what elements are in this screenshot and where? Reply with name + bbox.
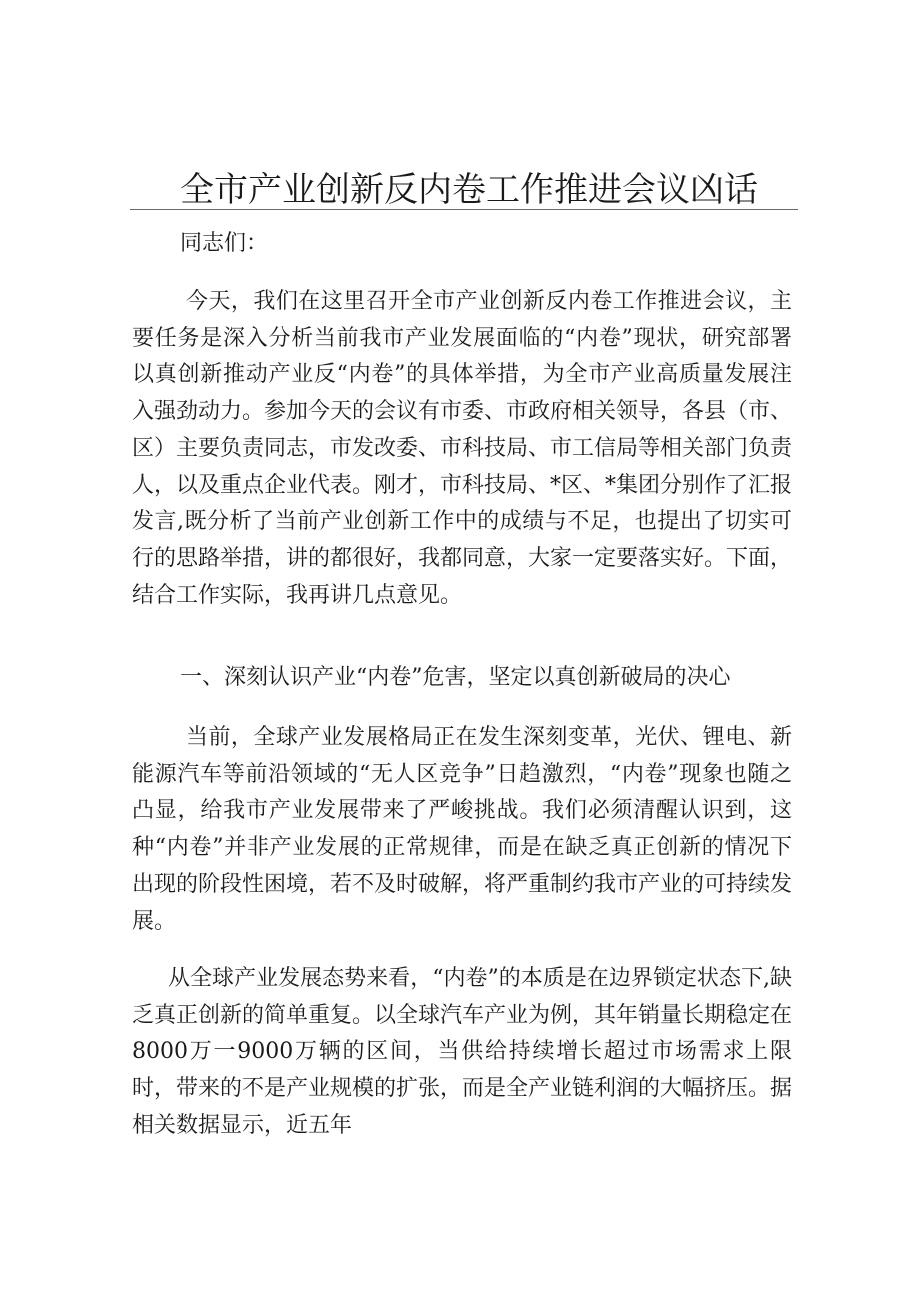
document-title: 全市产业创新反内卷工作推进会议凶话 [180, 170, 758, 210]
intro-paragraph: 今天，我们在这里召开全市产业创新反内卷工作推进会议，主要任务是深入分析当前我市产业发展面临的“内卷”现状，研究部署以真创新推动产业反“内卷”的具体举措，为全市产业高质量发展注入强劲动力。参加今天的会议有市委、市政府相关领导，各县（市、区）主要负责同志，市发改委、市科技局、市工信局等相关部门负责人，以及重点企业代表。刚才，市科技局、*区、*集团分别作了汇报发言,既分析了当前产业创新工作中的成绩与不足，也提出了切实可行的思路举措，讲的都很好，我都同意，大家一定要落实好。下面，结合工作实际，我再讲几点意见。 [132, 289, 793, 608]
section-paragraph-2: 从全球产业发展态势来看，“内卷”的本质是在边界锁定状态下,缺乏真正创新的简单重复。以全球汽车产业为例，其年销量长期稳定在8000万一9000万辆的区间，当供给持续增长超过市场需求上限时，带来的不是产业规模的扩张，而是全产业链利润的大幅挤压。据相关数据显示，近五年 [132, 966, 793, 1138]
section-paragraph-1: 当前，全球产业发展格局正在发生深刻变革，光伏、锂电、新能源汽车等前沿领域的“无人区竞争”日趋激烈，“内卷”现象也随之凸显，给我市产业发展带来了严峻挑战。我们必须清醒认识到，这种“内卷”并非产业发展的正常规律，而是在缺乏真正创新的情况下出现的阶段性困境，若不及时破解，将严重制约我市产业的可持续发展。 [132, 725, 793, 934]
title-underline [130, 209, 798, 210]
section-heading: 一、深刻认识产业“内卷”危害，坚定以真创新破局的决心 [180, 665, 731, 690]
salutation: 同志们： [180, 231, 269, 256]
